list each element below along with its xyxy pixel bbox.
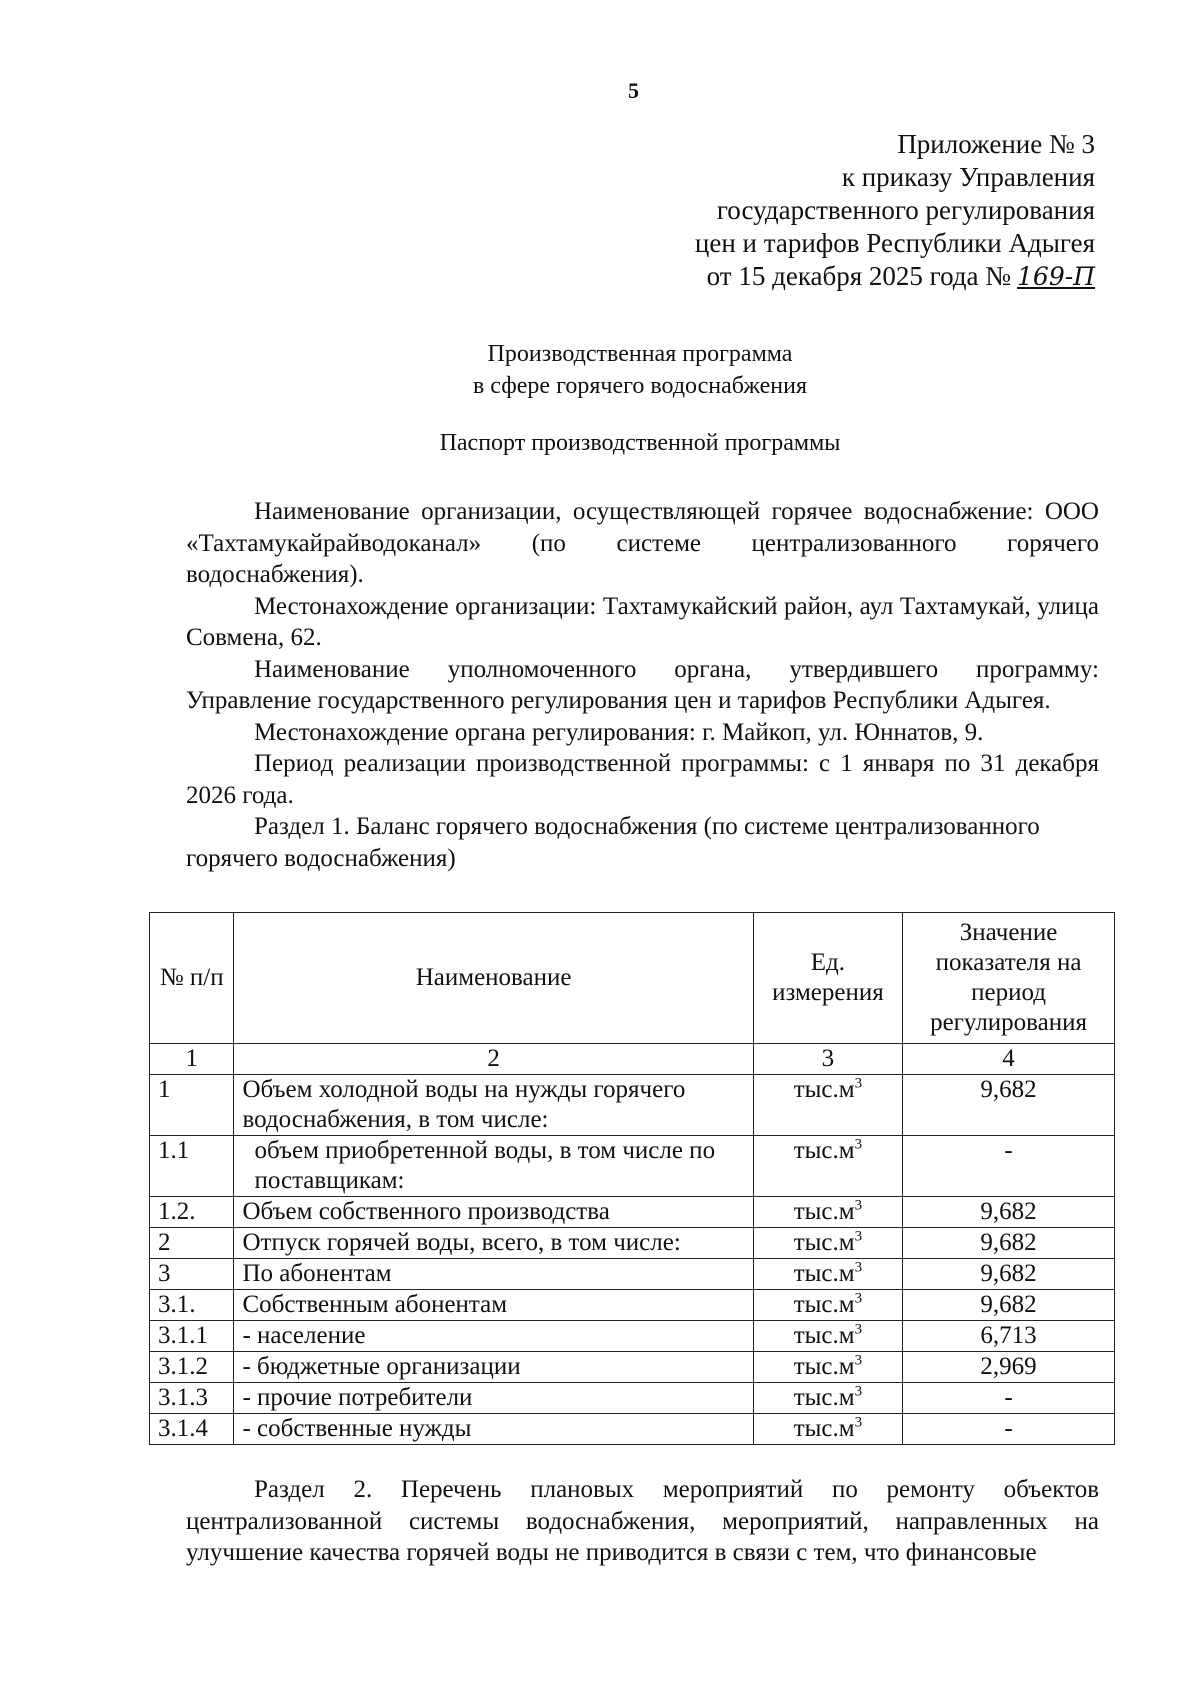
unit-exponent: 3 [854,1383,863,1400]
unit-text: тыс.м [793,1384,855,1411]
balance-table [149,912,1115,1445]
unit-exponent: 3 [854,1228,863,1245]
index-row [150,1044,1115,1075]
paragraph-period: Период реализации производственной программы: с 1 января по 31 декабря 2026 года. [186,750,1099,809]
row-value: - [903,1383,1115,1414]
header-num: № п/п [150,913,234,1044]
section2-body [186,1474,1099,1569]
unit-text: тыс.м [793,1415,855,1442]
paragraph-org-name: Наименование организации, осуществляющей горячее водоснабжение: ООО «Тахтамукайрайводоканал» (по системе централизованного горячего водоснабжения). [186,498,1099,588]
row-number: 3.1. [150,1290,234,1321]
row-value: - [903,1414,1115,1445]
table-row [150,1228,1115,1259]
unit-exponent: 3 [854,1290,863,1307]
row-name: - прочие потребители [234,1383,753,1414]
row-number: 3 [150,1259,234,1290]
table-row [150,1321,1115,1352]
row-value: 2,969 [903,1352,1115,1383]
table-row [150,1136,1115,1197]
row-unit [753,1136,902,1197]
appendix-line: государственного регулирования [716,195,1095,225]
appendix-line: к приказу Управления [841,162,1095,192]
index-cell: 4 [903,1044,1115,1075]
paragraph-org-location: Местонахождение организации: Тахтамукайский район, аул Тахтамукай, улица Совмена, 62. [186,592,1099,651]
row-name: Объем собственного производства [234,1197,753,1228]
row-value: 6,713 [903,1321,1115,1352]
unit-text: тыс.м [793,1198,855,1225]
table-row [150,1383,1115,1414]
passport-title: Паспорт производственной программы [439,430,841,456]
row-number: 1.1 [150,1136,234,1197]
row-value: 9,682 [903,1259,1115,1290]
row-unit [753,1383,902,1414]
unit-text: тыс.м [793,1353,855,1380]
paragraph-authority-name: Наименование уполномоченного органа, утвердившего программу: Управление государственного регулирования цен и тарифов Республики Адыгея. [186,655,1099,714]
row-name: По абонентам [234,1259,753,1290]
row-number: 3.1.2 [150,1352,234,1383]
row-number: 3.1.4 [150,1414,234,1445]
section1-title: Раздел 1. Баланс горячего водоснабжения (по системе централизованного горячего водоснабжения) [186,813,1040,872]
table-header-row [150,913,1115,1044]
row-name: - собственные нужды [234,1414,753,1445]
row-value: 9,682 [903,1228,1115,1259]
row-unit [753,1228,902,1259]
row-unit [753,1321,902,1352]
row-number: 2 [150,1228,234,1259]
table-row [150,1352,1115,1383]
unit-exponent: 3 [854,1075,863,1092]
unit-exponent: 3 [854,1352,863,1369]
document-title [0,338,1200,402]
appendix-line: цен и тарифов Республики Адыгея [694,228,1095,258]
row-number: 3.1.3 [150,1383,234,1414]
row-unit [753,1414,902,1445]
row-name: - бюджетные организации [234,1352,753,1383]
index-cell: 1 [150,1044,234,1075]
index-cell: 2 [234,1044,753,1075]
row-name: Объем холодной воды на нужды горячего водоснабжения, в том числе: [234,1075,753,1136]
row-value: 9,682 [903,1197,1115,1228]
table-row [150,1259,1115,1290]
handwritten-order-number: 169-П [1017,262,1095,291]
unit-exponent: 3 [854,1136,863,1153]
unit-exponent: 3 [854,1197,863,1214]
row-name: Собственным абонентам [234,1290,753,1321]
title-line-2: в сфере горячего водоснабжения [472,373,808,399]
header-unit: Ед. измерения [753,913,902,1044]
section2-paragraph: Раздел 2. Перечень плановых мероприятий по ремонту объектов централизованной системы водоснабжения, мероприятий, направленных на улучшение качества горячей воды не приводится в связи с тем, что финансовые [186,1476,1099,1566]
row-value: - [903,1136,1115,1197]
appendix-date-text: от 15 декабря 2025 года № [706,261,1012,291]
unit-text: тыс.м [793,1076,855,1103]
header-value: Значение показателя на период регулирования [903,913,1115,1044]
header-name: Наименование [234,913,753,1044]
row-unit [753,1290,902,1321]
row-number: 1.2. [150,1197,234,1228]
table-body [150,1044,1115,1445]
paragraph-authority-location: Местонахождение органа регулирования: г. Майкоп, ул. Юннатов, 9. [254,718,984,746]
row-unit [753,1352,902,1383]
row-number: 3.1.1 [150,1321,234,1352]
table-row [150,1197,1115,1228]
unit-text: тыс.м [793,1291,855,1318]
unit-exponent: 3 [854,1259,863,1276]
table-row [150,1414,1115,1445]
unit-exponent: 3 [854,1414,863,1431]
unit-text: тыс.м [793,1229,855,1256]
appendix-date-line [695,260,1095,293]
page-number: 5 [628,78,639,103]
row-unit [753,1197,902,1228]
row-name: объем приобретенной воды, в том числе по поставщикам: [234,1136,753,1197]
row-name: - население [234,1321,753,1352]
row-name: Отпуск горячей воды, всего, в том числе: [234,1228,753,1259]
appendix-block [695,128,1095,293]
unit-text: тыс.м [793,1260,855,1287]
index-cell: 3 [753,1044,902,1075]
unit-text: тыс.м [793,1137,855,1164]
row-unit [753,1075,902,1136]
row-number: 1 [150,1075,234,1136]
row-unit [753,1259,902,1290]
title-line-1: Производственная программа [487,341,793,367]
passport-body [186,496,1099,874]
unit-exponent: 3 [854,1321,863,1338]
row-value: 9,682 [903,1290,1115,1321]
unit-text: тыс.м [793,1322,855,1349]
table-row [150,1075,1115,1136]
row-value: 9,682 [903,1075,1115,1136]
table-row [150,1290,1115,1321]
appendix-line: Приложение № 3 [897,129,1095,159]
